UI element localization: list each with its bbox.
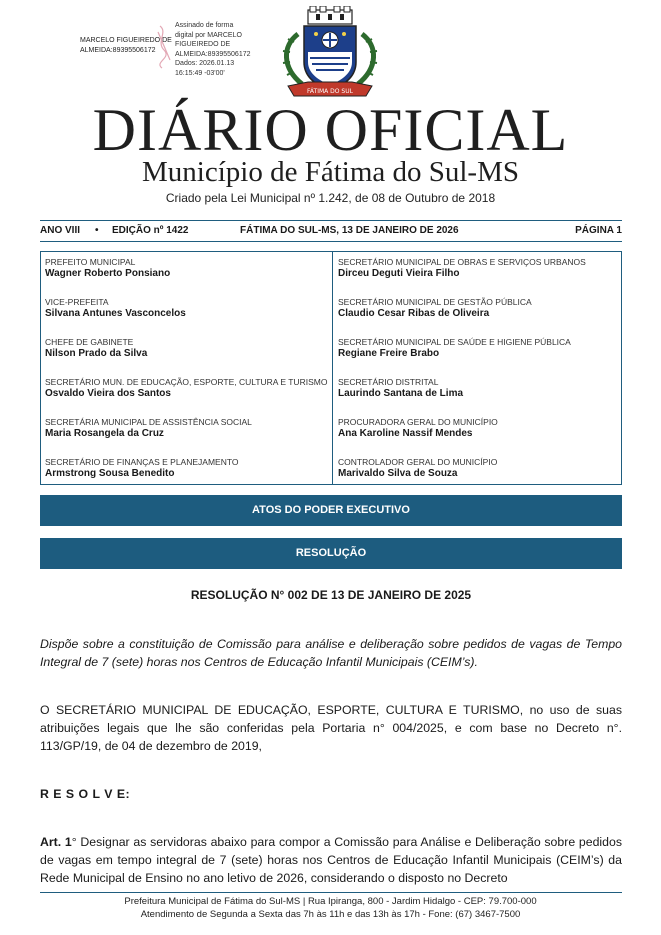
official-role: PREFEITO MUNICIPAL <box>45 257 136 267</box>
official-role: SECRETÁRIO MUNICIPAL DE GESTÃO PÚBLICA <box>338 297 532 307</box>
coat-of-arms-icon <box>268 6 392 102</box>
official-name: Dirceu Deguti Vieira Filho <box>338 268 460 279</box>
stamp-line: digital por MARCELO <box>175 31 242 39</box>
official-entry <box>45 457 330 480</box>
officials-box <box>40 251 622 485</box>
resolve-heading: R E S O L V E: <box>40 787 131 801</box>
edition-place-date: FÁTIMA DO SUL-MS, 13 DE JANEIRO DE 2026 <box>240 225 459 236</box>
stamp-line: Dados: 2026.01.13 <box>175 60 235 68</box>
official-name: Claudio Cesar Ribas de Oliveira <box>338 308 490 319</box>
footer-rule <box>40 892 622 893</box>
officials-divider <box>332 252 333 484</box>
footer-hours: Atendimento de Segunda a Sexta das 7h às 11h e das 13h às 17h - Fone: (67) 3467-7500 <box>140 909 521 920</box>
stamp-line: ALMEIDA:89395506172 <box>175 50 251 58</box>
footer-address: Prefeitura Municipal de Fátima do Sul-MS | Rua Ipiranga, 800 - Jardim Hidalgo - CEP: 79.700-000 <box>124 896 537 907</box>
official-name: Laurindo Santana de Lima <box>338 388 464 399</box>
edition-page: PÁGINA 1 <box>575 225 622 236</box>
official-entry <box>45 337 330 360</box>
resolution-preamble: O SECRETÁRIO MUNICIPAL DE EDUCAÇÃO, ESPORTE, CULTURA E TURISMO, no uso de suas atribuições legais que lhe são conferidas pela Portaria n° 004/2025, e com base no Decreto n°. 113/GP/19, de 04 de dezembro de 2019, <box>40 703 622 753</box>
official-entry <box>338 377 623 400</box>
official-role: SECRETÁRIO MUNICIPAL DE OBRAS E SERVIÇOS URBANOS <box>338 257 586 267</box>
official-name: Ana Karoline Nassif Mendes <box>338 428 473 439</box>
page-title: DIÁRIO OFICIAL <box>92 97 569 163</box>
official-entry <box>338 297 623 320</box>
edition-bullet: • <box>95 225 99 236</box>
official-entry <box>338 337 623 360</box>
signer-name: MARCELO FIGUEIREDO DE ALMEIDA:89395506172 <box>80 37 172 54</box>
official-name: Wagner Roberto Ponsiano <box>45 268 171 279</box>
official-role: SECRETÁRIO MUNICIPAL DE SAÚDE E HIGIENE PÚBLICA <box>338 337 571 347</box>
article-1 <box>40 833 622 887</box>
official-entry <box>338 417 623 440</box>
signature-stamp <box>175 21 275 79</box>
article-1-label: Art. 1 <box>40 835 72 849</box>
official-role: SECRETÁRIO DISTRITAL <box>338 377 439 387</box>
official-name: Silvana Antunes Vasconcelos <box>45 308 186 319</box>
resolution-summary: Dispõe sobre a constituição de Comissão para análise e deliberação sobre pedidos de vagas de Tempo Integral de 7 (sete) horas nos Centros de Educação Infantil Municipais (CEIM’s). <box>40 637 622 669</box>
official-role: SECRETÁRIA MUNICIPAL DE ASSISTÊNCIA SOCIAL <box>45 417 252 427</box>
official-entry <box>338 257 623 280</box>
resolution-title: RESOLUÇÃO N° 002 DE 13 DE JANEIRO DE 2025 <box>190 588 472 602</box>
edition-number: EDIÇÃO nº 1422 <box>112 225 189 236</box>
official-entry <box>45 377 330 400</box>
municipality-subtitle: Município de Fátima do Sul-MS <box>142 156 519 188</box>
official-name: Nilson Prado da Silva <box>45 348 148 359</box>
crest-motto: FÁTIMA DO SUL <box>307 88 353 95</box>
official-entry <box>45 297 330 320</box>
official-role: SECRETÁRIO MUN. DE EDUCAÇÃO, ESPORTE, CULTURA E TURISMO <box>45 377 328 387</box>
edition-year: ANO VIII <box>40 225 81 236</box>
stamp-line: Assinado de forma <box>175 22 234 29</box>
official-entry <box>45 257 330 280</box>
stamp-line: FIGUEIREDO DE <box>175 41 231 49</box>
edition-bar <box>40 220 622 242</box>
stamp-line: 16:15:49 -03'00' <box>175 69 225 77</box>
section-resolution: RESOLUÇÃO <box>40 538 622 569</box>
official-role: CHEFE DE GABINETE <box>45 337 134 347</box>
official-role: CONTROLADOR GERAL DO MUNICÍPIO <box>338 457 498 467</box>
section-executive-acts: ATOS DO PODER EXECUTIVO <box>40 495 622 526</box>
official-role: PROCURADORA GERAL DO MUNICÍPIO <box>338 417 498 427</box>
page-footer <box>0 895 661 921</box>
official-entry <box>45 417 330 440</box>
official-name: Regiane Freire Brabo <box>338 348 440 359</box>
official-name: Marivaldo Silva de Souza <box>338 468 458 479</box>
signature-scribble-icon <box>148 22 178 72</box>
official-entry <box>338 457 623 480</box>
official-name: Armstrong Sousa Benedito <box>45 468 175 479</box>
official-role: SECRETÁRIO DE FINANÇAS E PLANEJAMENTO <box>45 457 239 467</box>
official-name: Osvaldo Vieira dos Santos <box>45 388 171 399</box>
official-role: VICE-PREFEITA <box>45 297 109 307</box>
official-name: Maria Rosangela da Cruz <box>45 428 164 439</box>
creation-law: Criado pela Lei Municipal nº 1.242, de 08 de Outubro de 2018 <box>165 191 496 205</box>
article-1-text: ° Designar as servidoras abaixo para compor a Comissão para Análise e Deliberação sobre pedidos de vagas em tempo integral de 7 (sete) horas nos Centros de Educação Infantil Municipais (CEIM’s) da Rede Municipal de Ensino no ano letivo de 2026, considerando o disposto no Decreto <box>40 835 622 885</box>
